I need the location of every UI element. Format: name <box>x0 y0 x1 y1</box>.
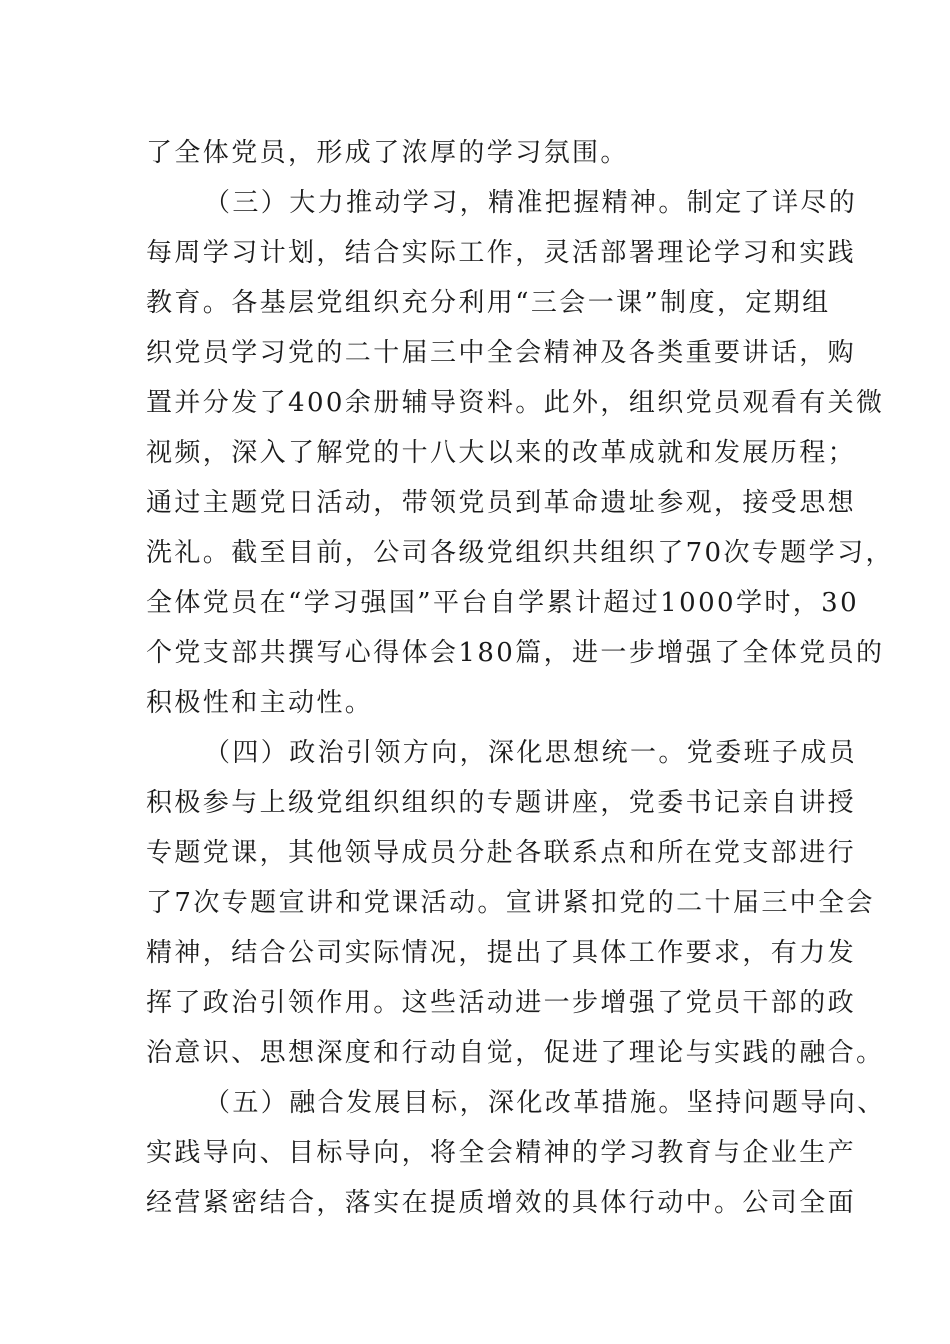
text-line: 置并分发了400余册辅导资料。此外，组织党员观看有关微 <box>146 388 885 418</box>
section-three-heading-line: （三）大力推动学习，精准把握精神。制定了详尽的 <box>204 188 858 218</box>
text-line: 洗礼。截至目前，公司各级党组织共组织了70次专题学习， <box>146 538 894 568</box>
paragraph-section-three <box>146 178 894 728</box>
text-line: 治意识、思想深度和行动自觉，促进了理论与实践的融合。 <box>146 1038 885 1068</box>
text-line: 了7次专题宣讲和党课活动。宣讲紧扣党的二十届三中全会 <box>146 888 875 918</box>
text-line: 每周学习计划，结合实际工作，灵活部署理论学习和实践 <box>146 238 857 268</box>
document-body <box>146 128 894 1228</box>
paragraph-section-four <box>146 728 885 1078</box>
text-line: 织党员学习党的二十届三中全会精神及各类重要讲话，购 <box>146 338 857 368</box>
text-line: 经营紧密结合，落实在提质增效的具体行动中。公司全面 <box>146 1188 857 1218</box>
text-line: 精神，结合公司实际情况，提出了具体工作要求，有力发 <box>146 938 857 968</box>
text-line: 教育。各基层党组织充分利用“三会一课”制度，定期组 <box>146 288 831 318</box>
paragraph-section-five <box>146 1078 886 1228</box>
text-line: 通过主题党日活动，带领党员到革命遗址参观，接受思想 <box>146 488 857 518</box>
text-line: 了全体党员，形成了浓厚的学习氛围。 <box>146 138 629 168</box>
text-line: 积极参与上级党组织组织的专题讲座，党委书记亲自讲授 <box>146 788 857 818</box>
section-four-heading-line: （四）政治引领方向，深化思想统一。党委班子成员 <box>204 738 858 768</box>
text-line: 实践导向、目标导向，将全会精神的学习教育与企业生产 <box>146 1138 857 1168</box>
text-line: 积极性和主动性。 <box>146 688 374 718</box>
text-line: 挥了政治引领作用。这些活动进一步增强了党员干部的政 <box>146 988 857 1018</box>
text-line: 专题党课，其他领导成员分赴各联系点和所在党支部进行 <box>146 838 857 868</box>
text-line: 视频，深入了解党的十八大以来的改革成就和发展历程； <box>146 438 857 468</box>
text-line: 全体党员在“学习强国”平台自学累计超过1000学时，30 <box>146 588 860 618</box>
text-line: 个党支部共撰写心得体会180篇，进一步增强了全体党员的 <box>146 638 885 668</box>
paragraph-continued <box>146 128 814 178</box>
section-five-heading-line: （五）融合发展目标，深化改革措施。坚持问题导向、 <box>204 1088 886 1118</box>
